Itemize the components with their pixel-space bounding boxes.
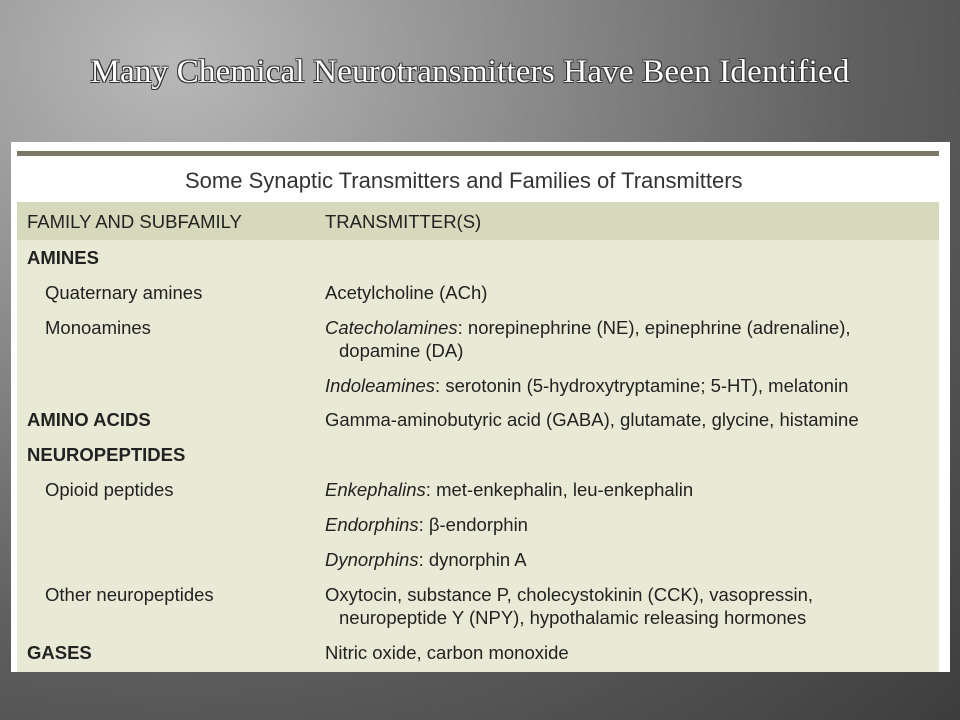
transmitter-cell: Enkephalins: met-enkephalin, leu-enkephalin xyxy=(325,479,694,500)
transmitter-cell: Nitric oxide, carbon monoxide xyxy=(325,642,569,663)
family-cell: Opioid peptides xyxy=(45,479,174,500)
header-family: FAMILY AND SUBFAMILY xyxy=(27,211,242,232)
family-cell: AMINES xyxy=(27,247,99,268)
transmitter-cell: Dynorphins: dynorphin A xyxy=(325,549,527,570)
family-cell: Monoamines xyxy=(45,317,151,338)
family-cell: NEUROPEPTIDES xyxy=(27,444,186,465)
transmitter-cell: Acetylcholine (ACh) xyxy=(325,282,488,303)
family-cell: Other neuropeptides xyxy=(45,584,214,605)
transmitter-class-label: Indoleamines xyxy=(325,375,436,396)
transmitter-table xyxy=(17,202,939,672)
transmitter-continuation: neuropeptide Y (NPY), hypothalamic releasing hormones xyxy=(339,607,807,628)
top-rule xyxy=(17,151,939,156)
family-cell: AMINO ACIDS xyxy=(27,409,151,430)
table-figure xyxy=(11,142,950,672)
family-cell: Quaternary amines xyxy=(45,282,203,303)
family-cell: GASES xyxy=(27,642,92,663)
slide-title: Many Chemical Neurotransmitters Have Been Identified xyxy=(90,54,850,90)
table-caption: Some Synaptic Transmitters and Families of Transmitters xyxy=(185,168,743,193)
transmitter-cell: Catecholamines: norepinephrine (NE), epinephrine (adrenaline), dopamine (DA) xyxy=(325,316,930,362)
transmitter-continuation: dopamine (DA) xyxy=(339,340,464,361)
transmitter-cell: Gamma-aminobutyric acid (GABA), glutamate, glycine, histamine xyxy=(325,409,859,430)
transmitter-class-label: Enkephalins xyxy=(325,479,426,500)
table-header-row xyxy=(17,202,939,240)
transmitter-cell: Endorphins: β-endorphin xyxy=(325,514,528,535)
transmitter-cell: Indoleamines: serotonin (5-hydroxytryptamine; 5-HT), melatonin xyxy=(325,375,849,396)
transmitter-cell: Oxytocin, substance P, cholecystokinin (CCK), vasopressin, neuropeptide Y (NPY), hypothalamic releasing hormones xyxy=(325,583,930,629)
header-transmitters: TRANSMITTER(S) xyxy=(325,211,482,232)
transmitter-class-label: Endorphins xyxy=(325,514,419,535)
transmitter-class-label: Dynorphins xyxy=(325,549,419,570)
transmitter-class-label: Catecholamines xyxy=(325,317,458,338)
